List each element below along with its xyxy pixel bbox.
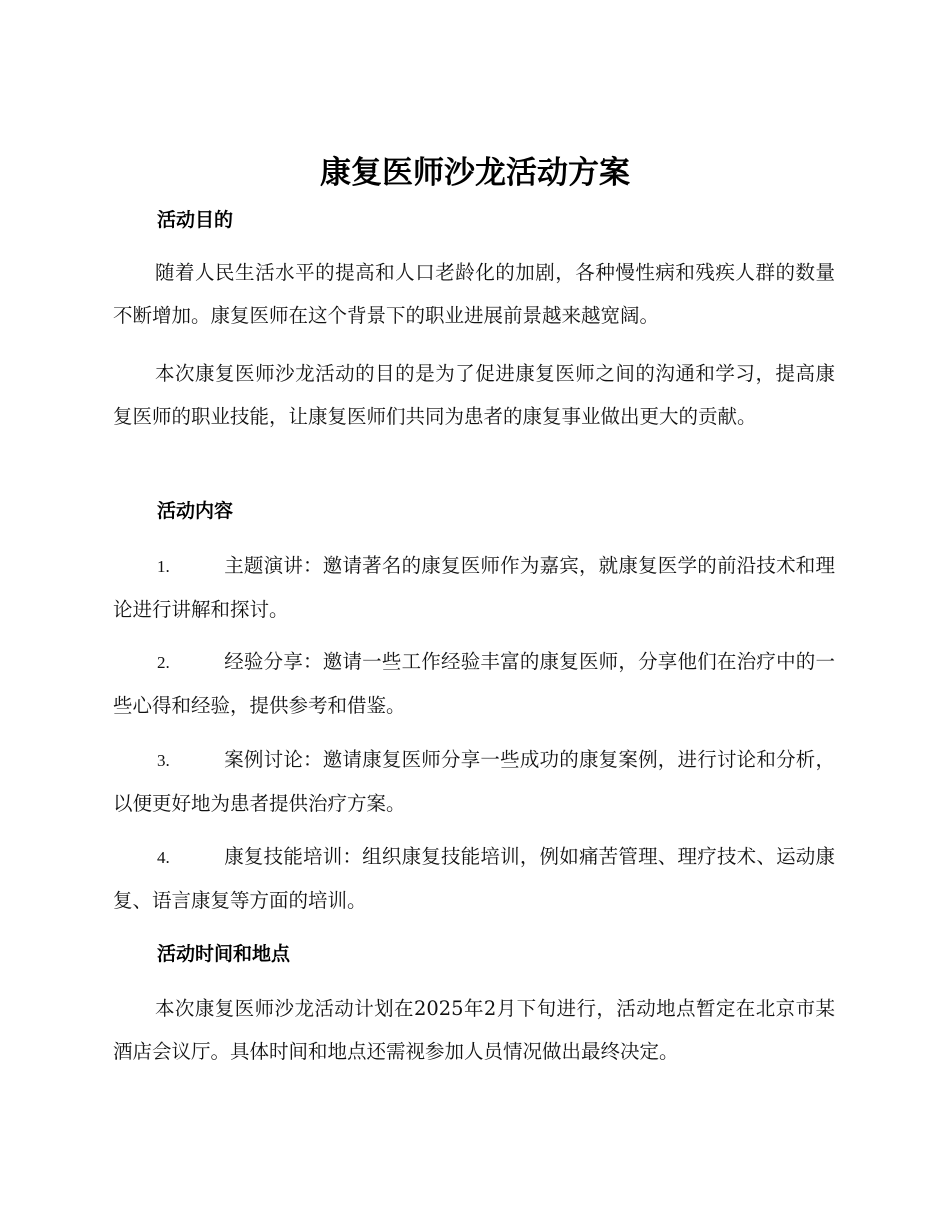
- paragraph: 本次康复医师沙龙活动计划在2025年2月下旬进行，活动地点暂定在北京市某酒店会议厅。具体时间和地点还需视参加人员情况做出最终决定。: [113, 997, 835, 1063]
- list-item-number: 3.: [157, 751, 170, 770]
- section-heading-purpose: 活动目的: [157, 209, 234, 231]
- list-item-text: 经验分享：邀请一些工作经验丰富的康复医师，分享他们在治疗中的一些心得和经验，提供参考和借鉴。: [113, 650, 835, 717]
- list-item-number: 2.: [157, 653, 170, 672]
- list-item: [113, 738, 835, 825]
- list-item: [113, 640, 835, 727]
- list-item-text: 主题演讲：邀请著名的康复医师作为嘉宾，就康复医学的前沿技术和理论进行讲解和探讨。: [113, 554, 835, 621]
- list-item-number: 1.: [157, 557, 170, 576]
- paragraph: 本次康复医师沙龙活动的目的是为了促进康复医师之间的沟通和学习，提高康复医师的职业技能，让康复医师们共同为患者的康复事业做出更大的贡献。: [113, 362, 835, 428]
- list-item-text: 案例讨论：邀请康复医师分享一些成功的康复案例，进行讨论和分析，以便更好地为患者提供治疗方案。: [113, 748, 835, 815]
- section-heading-time-location: 活动时间和地点: [157, 943, 291, 965]
- paragraph: 随着人民生活水平的提高和人口老龄化的加剧，各种慢性病和残疾人群的数量不断增加。康复医师在这个背景下的职业进展前景越来越宽阔。: [113, 261, 835, 327]
- list-item: [113, 835, 835, 922]
- document-title: 康复医师沙龙活动方案: [320, 155, 630, 191]
- list-item-text: 康复技能培训：组织康复技能培训，例如痛苦管理、理疗技术、运动康复、语言康复等方面的培训。: [113, 845, 835, 912]
- list-item-number: 4.: [157, 848, 170, 867]
- list-item: [113, 544, 835, 631]
- section-heading-content: 活动内容: [157, 500, 234, 522]
